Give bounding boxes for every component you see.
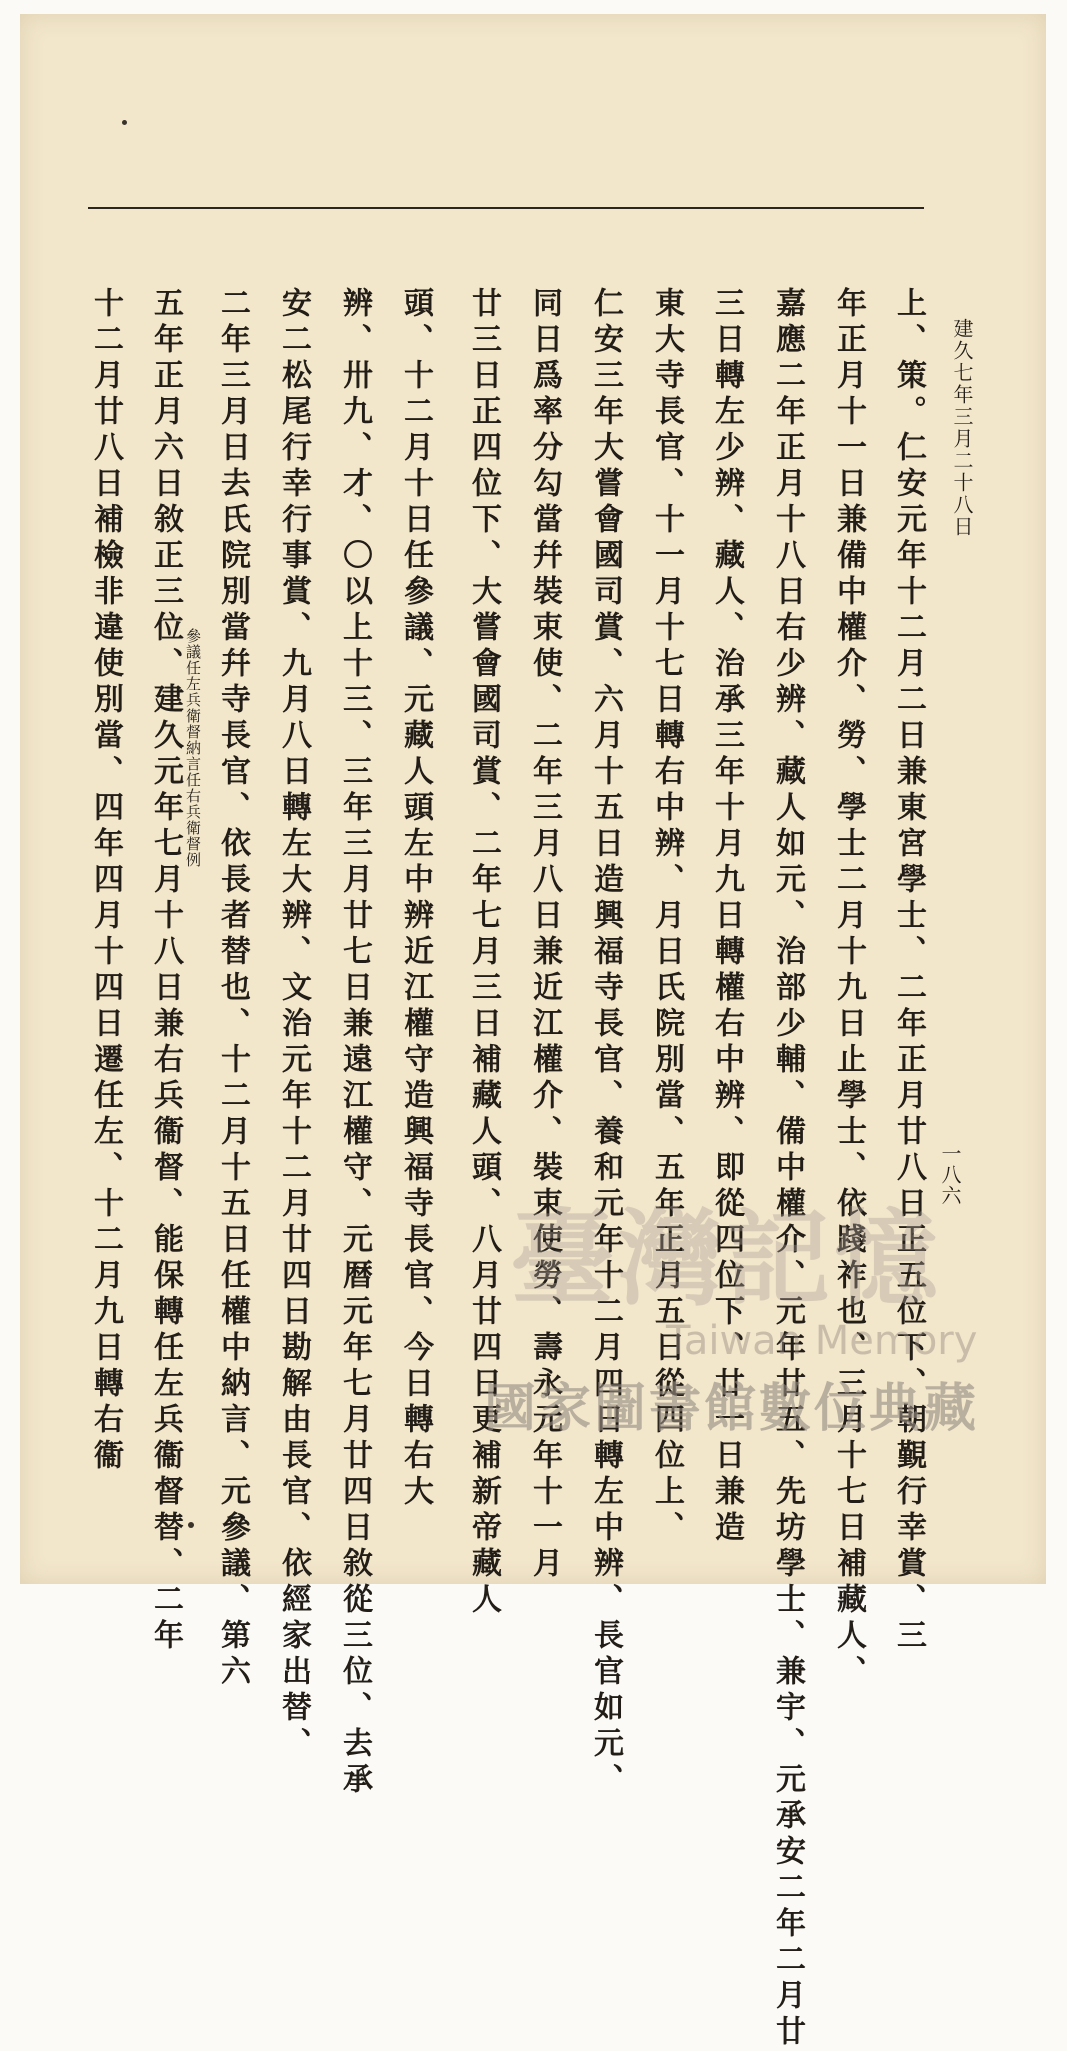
ink-speck <box>188 1522 194 1528</box>
text-column: 仁安三年大嘗會國司賞、六月十五日造興福寺長官、養和元年十二月四日轉左中辨、長官如元、 <box>588 287 623 1799</box>
text-column: 廿三日正四位下、大嘗會國司賞、二年七月三日補藏人頭、八月廿四日更補新帝藏人 <box>466 287 501 1619</box>
text-column: 辨、卅九、才、〇以上十三、三年三月廿七日兼遠江權守、元暦元年七月廿四日敘從三位、去承 <box>337 287 372 1799</box>
text-column: 同日爲率分勾當幷裝束使、二年三月八日兼近江權介、裝束使勞、壽永元年十一月 <box>527 287 562 1583</box>
text-column: 十二月廿八日補檢非違使別當、四年四月十四日遷任左、十二月九日轉右衞 <box>88 287 123 1475</box>
text-column: 年正月十一日兼備中權介、勞、學士二月十九日止學士、依踐祚也、三月十七日補藏人、 <box>831 287 866 1691</box>
watermark-english: Taiwan Memory <box>666 1318 978 1364</box>
watermark-chinese: 臺灣記憶 <box>510 1198 943 1320</box>
margin-note: 參議任左兵衛督納言任右兵衛督例 <box>184 628 202 868</box>
header-rule <box>88 207 924 209</box>
text-column: 嘉應二年正月十八日右少辨、藏人如元、治部少輔、備中權介、元年廿五、先坊學士、兼宇、元承安二年二月廿 <box>770 287 805 2051</box>
watermark-library: 國家圖書館數位典藏 <box>484 1379 980 1439</box>
text-column: 東大寺長官、十一月十七日轉右中辨、月日氏院別當、五年正月五日從四位上、 <box>649 287 684 1547</box>
date-line: 建久七年三月二十八日 <box>950 318 974 538</box>
text-column: 上、策。仁安元年十二月二日兼東宮學士、二年正月廿八日正五位下、朝覲行幸賞、三 <box>891 287 926 1655</box>
text-column: 安二松尾行幸行事賞、九月八日轉左大辨、文治元年十二月廿四日勘解由長官、依經家出替、 <box>276 287 311 1763</box>
text-column: 五年正月六日敘正三位、建久元年七月十八日兼右兵衞督、能保轉任左兵衞督替、二年 <box>148 287 183 1655</box>
text-column: 二年三月日去氏院別當幷寺長官、依長者替也、十二月十五日任權中納言、元參議、第六 <box>215 287 250 1691</box>
ink-speck <box>122 120 127 125</box>
page-number: 一八六 <box>938 1143 962 1206</box>
text-column: 三日轉左少辨、藏人、治承三年十月九日轉權右中辨、即從四位下、廿一日兼造 <box>709 287 744 1547</box>
text-column: 頭、十二月十日任參議、元藏人頭左中辨近江權守造興福寺長官、今日轉右大 <box>398 287 433 1511</box>
